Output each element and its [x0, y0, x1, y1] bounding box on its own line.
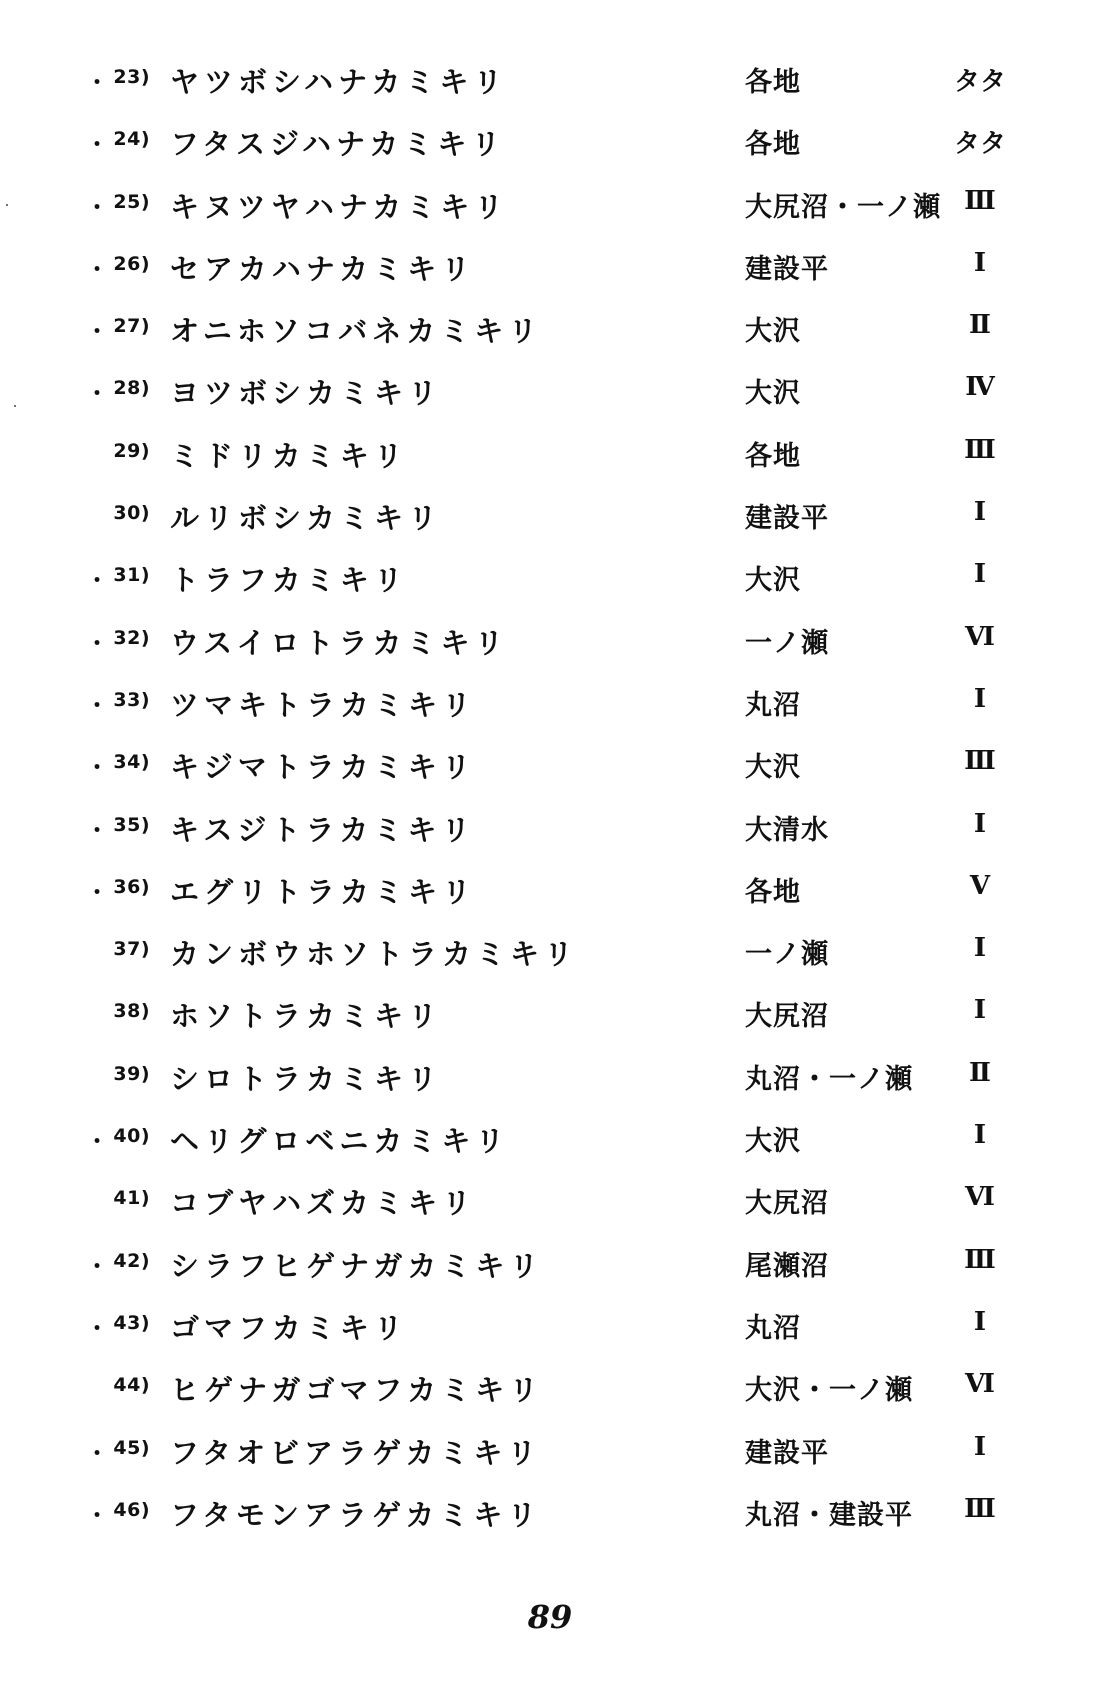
- species-name: エグリトラカミキリ: [170, 874, 477, 909]
- list-item: [0, 1298, 1100, 1360]
- list-item: [0, 52, 1100, 114]
- page-number: 89: [527, 1598, 573, 1636]
- list-item: [0, 488, 1100, 550]
- list-item: [0, 1485, 1100, 1547]
- abundance-class: Ⅲ: [964, 1244, 996, 1275]
- abundance-class: タタ: [953, 129, 1006, 160]
- species-name: カンボウホソトラカミキリ: [170, 937, 579, 972]
- entry-number: 31): [113, 564, 150, 587]
- list-item: [0, 737, 1100, 799]
- entry-number: 30): [113, 502, 150, 525]
- abundance-class: Ⅰ: [973, 1431, 987, 1462]
- abundance-class: Ⅱ: [969, 1057, 991, 1088]
- abundance-class: Ⅰ: [973, 559, 987, 590]
- entry-number: 26): [113, 252, 150, 275]
- locality: 各地: [745, 440, 801, 472]
- entry-number: 38): [113, 1000, 150, 1023]
- species-name: キスジトラカミキリ: [170, 812, 476, 847]
- entry-number: 43): [113, 1311, 150, 1334]
- list-mark: ・: [86, 569, 109, 595]
- list-mark: ・: [86, 1130, 109, 1156]
- locality: 大沢: [745, 316, 801, 348]
- list-item: [0, 1236, 1100, 1298]
- entry-number: 34): [113, 751, 150, 774]
- locality: 各地: [745, 129, 801, 161]
- species-name: シラフヒゲナガカミキリ: [170, 1248, 544, 1283]
- locality: 大沢: [745, 378, 801, 410]
- species-name: ウスイロトラカミキリ: [170, 625, 509, 660]
- species-name: フタスジハナカミキリ: [170, 127, 506, 162]
- species-name: フタモンアラゲカミキリ: [170, 1497, 542, 1532]
- entry-number: 24): [113, 128, 150, 151]
- list-mark: ・: [86, 1254, 109, 1280]
- list-item: [0, 114, 1100, 176]
- locality: 大沢・一ノ瀬: [745, 1375, 913, 1407]
- list-mark: ・: [86, 880, 109, 906]
- abundance-class: Ⅰ: [973, 497, 987, 528]
- list-mark: ・: [86, 133, 109, 159]
- locality: 建設平: [745, 503, 829, 535]
- entry-number: 27): [113, 315, 150, 338]
- abundance-class: タタ: [953, 67, 1006, 97]
- abundance-class: Ⅴ: [969, 870, 991, 901]
- entry-number: 44): [113, 1374, 150, 1397]
- locality: 建設平: [745, 253, 829, 285]
- list-item: [0, 363, 1100, 425]
- entry-number: 29): [113, 439, 150, 462]
- list-mark: ・: [86, 257, 109, 283]
- abundance-class: Ⅰ: [973, 1306, 987, 1337]
- abundance-class: Ⅰ: [973, 808, 987, 839]
- entry-number: 35): [113, 813, 150, 836]
- list-item: [0, 1423, 1100, 1485]
- locality: 大沢: [745, 752, 801, 784]
- locality: 丸沼: [745, 1312, 801, 1344]
- entry-number: 25): [113, 190, 150, 213]
- list-mark: ・: [86, 818, 109, 844]
- species-name: ホソトラカミキリ: [170, 999, 443, 1034]
- abundance-class: Ⅰ: [973, 247, 987, 278]
- list-item: [0, 986, 1100, 1048]
- entry-number: 33): [113, 688, 150, 711]
- list-item: [0, 924, 1100, 986]
- list-item: [0, 426, 1100, 488]
- entry-number: 36): [113, 875, 150, 898]
- locality: 尾瀬沼: [745, 1250, 829, 1282]
- locality: 丸沼: [745, 689, 801, 721]
- locality: 大尻沼・一ノ瀬: [745, 191, 941, 223]
- species-name: キヌツヤハナカミキリ: [170, 189, 509, 224]
- species-name: ヒゲナガゴマフカミキリ: [170, 1373, 544, 1408]
- abundance-class: Ⅲ: [964, 185, 996, 216]
- species-name: ヤツボシハナカミキリ: [170, 65, 508, 99]
- abundance-class: Ⅰ: [973, 1120, 987, 1151]
- entry-number: 37): [113, 938, 150, 961]
- entry-number: 32): [113, 626, 150, 649]
- species-name: ヘリグロベニカミキリ: [170, 1124, 510, 1159]
- abundance-class: Ⅲ: [964, 434, 996, 465]
- list-mark: ・: [86, 195, 109, 221]
- entry-number: 40): [113, 1125, 150, 1148]
- list-mark: ・: [86, 631, 109, 657]
- species-name: ゴマフカミキリ: [170, 1310, 408, 1345]
- list-item: [0, 800, 1100, 862]
- abundance-class: Ⅳ: [965, 372, 995, 403]
- abundance-class: Ⅰ: [973, 995, 987, 1026]
- locality: 大尻沼: [745, 1188, 829, 1220]
- locality: 大清水: [745, 814, 829, 846]
- locality: 一ノ瀬: [745, 939, 829, 971]
- entry-number: 41): [113, 1187, 150, 1210]
- locality: 丸沼・一ノ瀬: [745, 1063, 913, 1095]
- locality: 各地: [745, 67, 801, 98]
- locality: 一ノ瀬: [745, 627, 829, 659]
- list-mark: ・: [86, 1316, 109, 1342]
- abundance-class: Ⅰ: [973, 933, 987, 964]
- abundance-class: Ⅰ: [973, 683, 987, 714]
- species-name: ヨツボシカミキリ: [170, 376, 443, 411]
- list-item: [0, 675, 1100, 737]
- abundance-class: Ⅵ: [965, 1182, 995, 1213]
- locality: 丸沼・建設平: [745, 1499, 913, 1531]
- entry-number: 39): [113, 1062, 150, 1085]
- list-item: [0, 550, 1100, 612]
- list-item: [0, 1360, 1100, 1422]
- species-name: ミドリカミキリ: [170, 438, 408, 473]
- entry-number: 23): [113, 66, 150, 88]
- list-mark: ・: [86, 1441, 109, 1467]
- species-name: ルリボシカミキリ: [170, 501, 443, 536]
- entry-number: 28): [113, 377, 150, 400]
- locality: 大尻沼: [745, 1001, 829, 1033]
- list-mark: ・: [86, 693, 109, 719]
- list-mark: ・: [86, 756, 109, 782]
- list-item: [0, 239, 1100, 301]
- species-name: ツマキトラカミキリ: [170, 687, 477, 722]
- list-item: [0, 1111, 1100, 1173]
- list-item: [0, 301, 1100, 363]
- locality: 大沢: [745, 1126, 801, 1158]
- list-mark: ・: [86, 382, 109, 408]
- list-mark: ・: [86, 320, 109, 346]
- species-name: セアカハナカミキリ: [170, 251, 476, 286]
- list-item: [0, 177, 1100, 239]
- list-item: [0, 1173, 1100, 1235]
- species-name: キジマトラカミキリ: [170, 750, 476, 785]
- list-item: [0, 1049, 1100, 1111]
- list-mark: ・: [86, 1503, 109, 1529]
- species-name: オニホソコバネカミキリ: [170, 314, 543, 349]
- abundance-class: Ⅱ: [969, 310, 991, 341]
- species-list: [0, 52, 1100, 1547]
- entry-number: 45): [113, 1436, 150, 1459]
- list-item: [0, 862, 1100, 924]
- list-item: [0, 613, 1100, 675]
- species-name: シロトラカミキリ: [170, 1061, 443, 1096]
- abundance-class: Ⅲ: [964, 746, 996, 777]
- list-mark: ・: [86, 71, 109, 96]
- entry-number: 42): [113, 1249, 150, 1272]
- species-name: コブヤハズカミキリ: [170, 1186, 477, 1221]
- locality: 各地: [745, 876, 801, 908]
- entry-number: 46): [113, 1498, 150, 1521]
- abundance-class: Ⅵ: [965, 621, 995, 652]
- abundance-class: Ⅵ: [965, 1369, 995, 1400]
- species-name: フタオビアラゲカミキリ: [170, 1435, 542, 1470]
- species-name: トラフカミキリ: [170, 563, 408, 598]
- abundance-class: Ⅲ: [964, 1493, 996, 1524]
- locality: 建設平: [745, 1437, 829, 1469]
- locality: 大沢: [745, 565, 801, 597]
